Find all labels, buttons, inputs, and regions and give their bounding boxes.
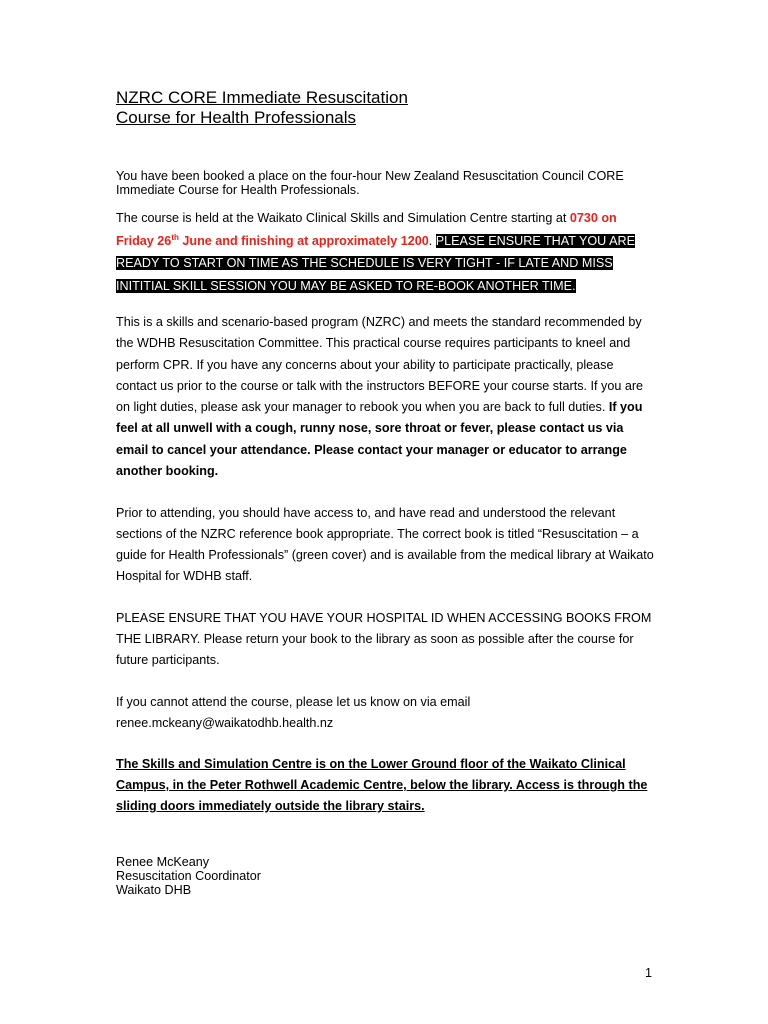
signatory-organisation: Waikato DHB xyxy=(116,883,192,897)
reference-book-paragraph: Prior to attending, you should have access to, and have read and understood the relevant sections of the NZRC reference book appropriate. The correct book is titled “Resuscitation – a guide for Health Professionals” (green cover) and is available from the medical library at Waikato Hospital for WDHB staff. xyxy=(116,506,654,583)
title-line-1: NZRC CORE Immediate Resuscitation xyxy=(116,88,408,107)
start-time-text: 0730 on Friday 26 xyxy=(116,211,617,248)
schedule-lead-text: The course is held at the Waikato Clinical Skills and Simulation Centre starting at xyxy=(116,211,570,225)
contact-email[interactable]: renee.mckeany@waikatodhb.health.nz xyxy=(116,716,334,730)
program-info-paragraph xyxy=(116,312,656,482)
cancellation-paragraph xyxy=(116,692,656,734)
booking-paragraph: You have been booked a place on the four-hour New Zealand Resuscitation Council CORE Immediate Course for Health Professionals. xyxy=(116,169,624,197)
page-number: 1 xyxy=(645,966,653,980)
title-line-2: Course for Health Professionals xyxy=(116,108,357,127)
signatory-role: Resuscitation Coordinator xyxy=(116,869,261,883)
program-info-text: This is a skills and scenario-based program (NZRC) and meets the standard recommended by the WDHB Resuscitation Committee. This practical course requires participants to kneel and perform CPR. If you have any concerns about your ability to participate practically, please contact us prior to the course or talk with the instructors BEFORE your course starts. If you are on light duties, please ask your manager to rebook you when you are back to full duties. xyxy=(116,315,644,415)
document-title xyxy=(116,88,408,128)
schedule-period: . xyxy=(428,233,436,248)
end-time-text: June and finishing at approximately 1200 xyxy=(178,233,429,248)
location-directions-paragraph: The Skills and Simulation Centre is on the Lower Ground floor of the Waikato Clinical Campus, in the Peter Rothwell Academic Centre, below the library. Access is through the sliding doors immediately outside the library stairs. xyxy=(116,757,648,813)
illness-notice: If you feel at all unwell with a cough, runny nose, sore throat or fever, please contact us via email to cancel your attendance. Please contact your manager or educator to arrange another booking. xyxy=(116,400,643,479)
date-suffix: th xyxy=(171,232,179,242)
signatory-name: Renee McKeany xyxy=(116,855,210,869)
signature-block xyxy=(116,855,261,897)
cancellation-text: If you cannot attend the course, please let us know on via email xyxy=(116,695,471,709)
hospital-id-paragraph: PLEASE ENSURE THAT YOU HAVE YOUR HOSPITAL ID WHEN ACCESSING BOOKS FROM THE LIBRARY. Please return your book to the library as soon as possible after the course for future participants. xyxy=(116,611,652,667)
course-schedule-paragraph xyxy=(116,207,656,297)
punctuality-warning: PLEASE ENSURE THAT YOU ARE READY TO START ON TIME AS THE SCHEDULE IS VERY TIGHT - IF LATE AND MISS INITITIAL SKILL SESSION YOU MAY BE ASKED TO RE-BOOK ANOTHER TIME. xyxy=(116,233,635,293)
